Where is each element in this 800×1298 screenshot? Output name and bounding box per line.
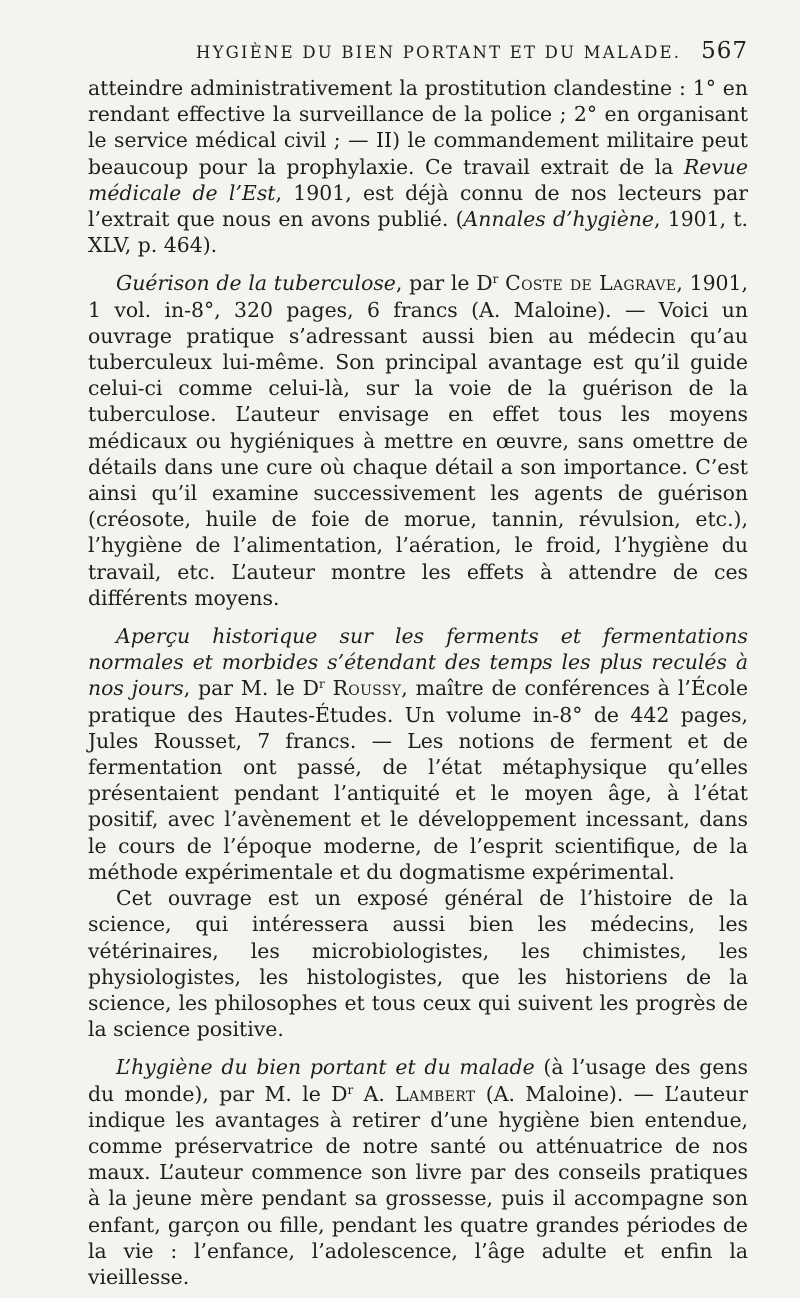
page-body [88,75,748,1290]
journal-title: Revue médicale de l’Est [88,154,748,205]
book-title: Guérison de la tuberculose [116,271,396,296]
author-name: Roussy [332,676,402,701]
running-title: HYGIÈNE DU BIEN PORTANT ET DU MALADE. [196,43,682,62]
text-run: , maître de conférences à l’École pratique des Hautes-Études. Un volume in-8° de 442 pages, Jules Rousset, 7 francs. — Les notions de ferment et de fermentation ont passé, de l’état métaphysique qu’elles présentaient pendant l’antiquité et le moyen âge, à l’état positif, avec l’avènement et le développement incessant, dans le cours de l’époque moderne, de l’esprit scientifique, de la méthode expérimentale et du dogmatisme expérimental. [88,676,749,884]
paragraph-continuation [88,75,748,258]
text-run: , 1901, est déjà connu de nos lecteurs par l’extrait que nous en avons publié. ( [88,180,748,232]
review-ferments [88,623,748,885]
superscript: r [347,1082,354,1097]
text-run: (A. Maloine). — L’auteur indique les avantages à retirer d’une hygiène bien entendue, comme préservatrice de notre santé ou atténuatrice de nos maux. L’auteur commence son livre par des conseils pratiques à la jeune mère pendant sa grossesse, puis il accompagne son enfant, garçon ou fille, pendant les quatre grandes périodes de la vie : l’enfance, l’adolescence, l’âge adulte et enfin la vieillesse. [88,1081,748,1289]
book-title: Aperçu historique sur les ferments et fermentations normales et morbides s’étendant des temps les plus reculés à nos jours [88,624,748,701]
superscript: r [492,272,499,287]
text-run: atteindre administrativement la prostitution clandestine : 1° en rendant effective la surveillance de la police ; 2° en organisant le service médical civil ; — II) le commandement militaire peut beaucoup pour la prophylaxie. Ce travail extrait de la [88,76,748,179]
text-run: , par M. le D [183,676,320,701]
page-number: 567 [701,38,748,64]
text-run: A. [353,1081,396,1106]
superscript: r [319,677,325,692]
text-run: , 1901, 1 vol. in-8°, 320 pages, 6 francs (A. Maloine). — Voici un ouvrage pratique s’adressant aussi bien au médecin qu’au tuberculeux lui-même. Son principal avantage est qu’il guide celui-ci comme celui-là, sur la voie de la guérison de la tuberculose. L’auteur envisage en effet tous les moyens médicaux ou hygiéniques à mettre en œuvre, sans omettre de détails dans une cure où chaque détail a son importance. C’est ainsi qu’il examine successivement les agents de guérison (créosote, huile de foie de morue, tannin, révulsion, etc.), l’hygiène de l’alimentation, l’aération, le froid, l’hygiène du travail, etc. L’auteur montre les effets à attendre de ces différents moyens. [88,271,748,610]
author-name: Lambert [395,1081,476,1106]
text-run: , 1901, t. XLV, p. 464). [88,207,748,258]
page-header [88,38,748,68]
review-hygiene [88,1054,748,1290]
author-name: Coste de Lagrave [505,271,677,296]
book-title: L’hygiène du bien portant et du malade [116,1055,535,1080]
text-run: (à l’usage des gens du monde), par M. le D [88,1055,748,1106]
review-tuberculose [88,270,748,611]
paragraph-ferments-continued: Cet ouvrage est un exposé général de l’histoire de la science, qui intéressera aussi bien les médecins, les vétérinaires, les microbiologistes, les chimistes, les physiologistes, les histologistes, que les historiens de la science, les philosophes et tous ceux qui suivent les progrès de la science positive. [88,886,748,1042]
text-run: , par le D [395,271,493,296]
journal-title: Annales d’hygiène [463,207,655,232]
